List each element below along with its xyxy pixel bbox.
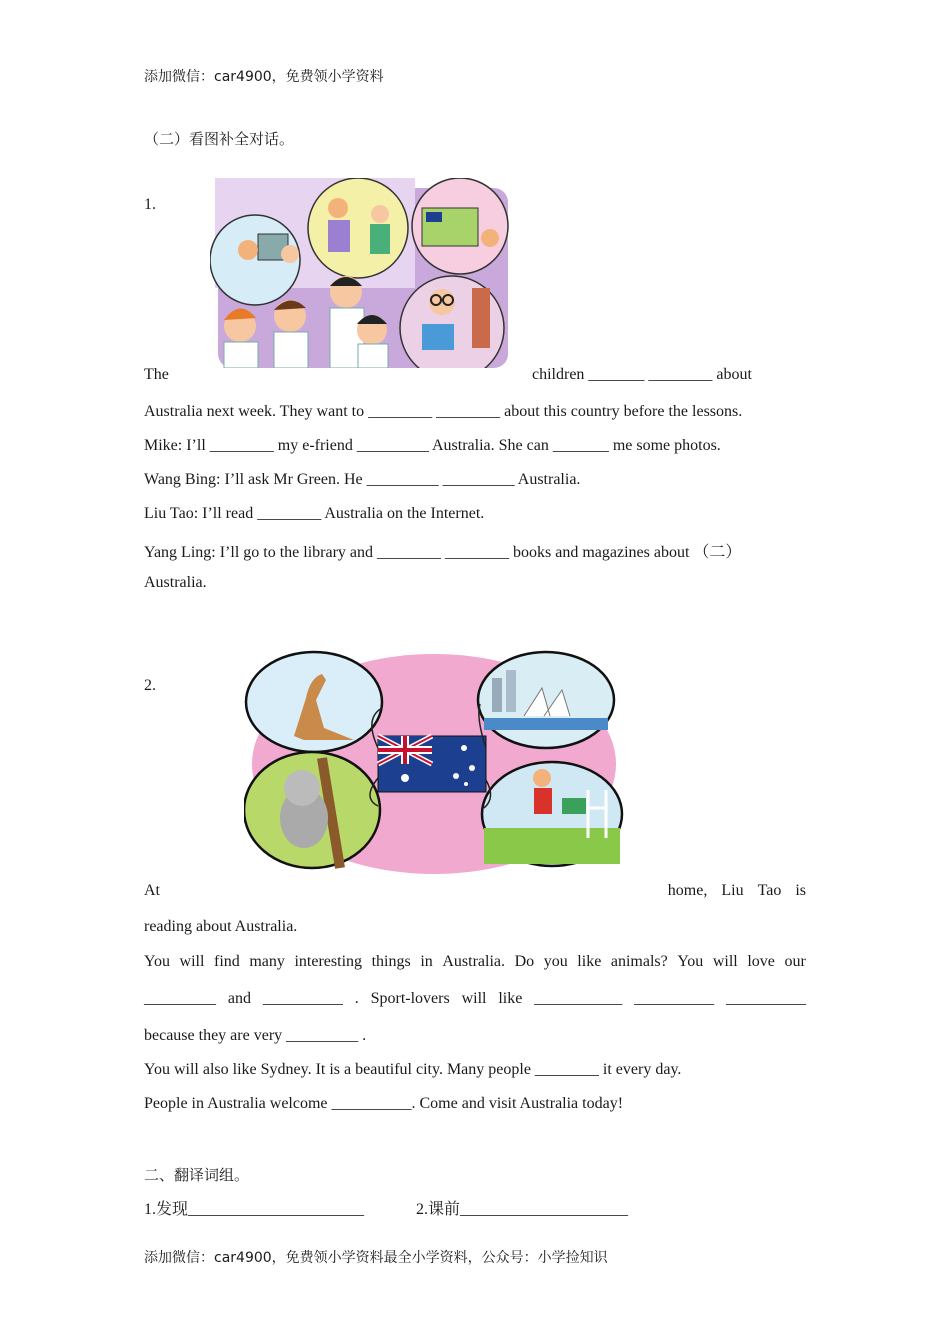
- q2-word: home,: [667, 882, 708, 899]
- section-title: （二）看图补全对话。: [144, 130, 295, 148]
- q1-illustration: [210, 178, 510, 368]
- header-note: 添加微信：car4900，免费领小学资料: [144, 69, 384, 85]
- q1-line: Australia next week. They want to ________ ________ about this country before the lessons.: [144, 403, 743, 420]
- q1-row1-rest: children _______ ________ about: [532, 366, 752, 383]
- q2-word: is: [795, 882, 806, 899]
- q1-line: Yang Ling: I’ll go to the library and ________ ________ books and magazines about （二）: [144, 544, 742, 561]
- q2-word: Liu: [721, 882, 744, 899]
- q1-number: 1.: [144, 196, 156, 213]
- q1-row1-the: The: [144, 366, 169, 383]
- q1-line: Liu Tao: I’ll read ________ Australia on the Internet.: [144, 505, 485, 522]
- q2-line5: because they are very _________ .: [144, 1027, 367, 1044]
- q2-line7: People in Australia welcome __________. Come and visit Australia today!: [144, 1095, 624, 1112]
- q2-row1: [144, 882, 806, 900]
- q2-line3: You will find many interesting things in Australia. Do you like animals? You will love our: [144, 953, 806, 970]
- q2-illustration: [244, 648, 624, 874]
- translate-item-1: 1.发现______________________: [144, 1201, 365, 1218]
- q2-line2: reading about Australia.: [144, 918, 298, 935]
- q2-word: At: [144, 882, 160, 899]
- q2-word: Tao: [757, 882, 782, 899]
- q1-line: Mike: I’ll ________ my e-friend _________ Australia. She can _______ me some photos.: [144, 437, 721, 454]
- q2-line6: You will also like Sydney. It is a beautiful city. Many people ________ it every day.: [144, 1061, 682, 1078]
- q2-number: 2.: [144, 677, 156, 694]
- section2-title: 二、翻译词组。: [144, 1166, 250, 1184]
- q2-line4: _________ and __________ . Sport-lovers will like ___________ __________ __________: [144, 990, 806, 1007]
- footer-note: 添加微信：car4900，免费领小学资料最全小学资料，公众号：小学捡知识: [144, 1250, 608, 1266]
- q1-line: Wang Bing: I’ll ask Mr Green. He _________ _________ Australia.: [144, 471, 581, 488]
- q1-line: Australia.: [144, 574, 207, 591]
- translate-item-2: 2.课前_____________________: [416, 1201, 629, 1218]
